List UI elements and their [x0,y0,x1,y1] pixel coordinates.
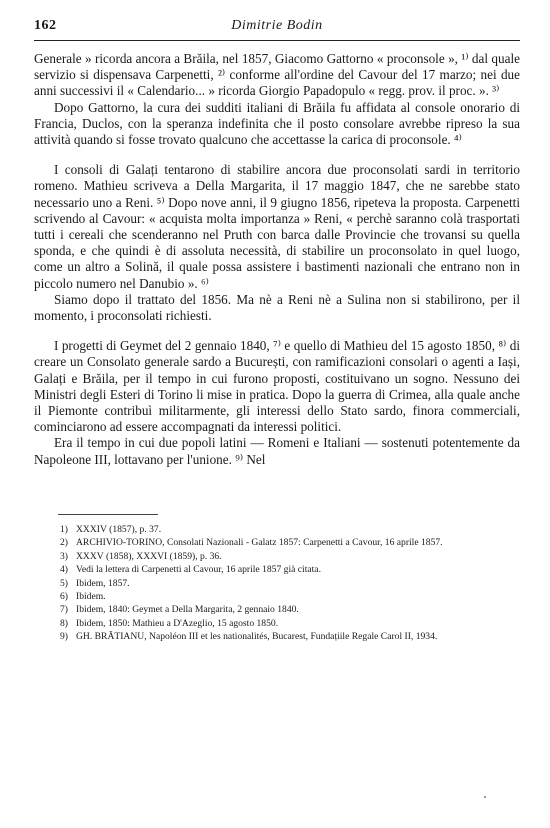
running-head: Dimitrie Bodin [231,18,323,33]
paragraph: Era il tempo in cui due popoli latini — Romeni e Italiani — sostenuti potentemente da Napoleone III, lottavano per l'unione. ⁹⁾ Nel [34,435,520,467]
footnote-text: Ibidem, 1840: Geymet a Della Margarita, 2 gennaio 1840. [76,604,299,616]
footnote-text: GH. BRĂTIANU, Napoléon III et les nationalités, Bucarest, Fundațiile Regale Carol II, 1934. [76,631,438,643]
footnote [60,590,520,603]
print-speck [484,796,486,798]
footnote [60,577,520,590]
footnote-text: XXXIV (1857), p. 37. [76,523,162,535]
footnote-number: 1) [60,523,68,535]
footnote-number: 2) [60,537,68,549]
footnote [60,550,520,563]
footnote-text: Vedi la lettera di Carpenetti al Cavour, 16 aprile 1857 già citata. [76,564,321,576]
paragraph: I consoli di Galați tentarono di stabilire ancora due proconsolati sardi in territorio romeno. Mathieu scriveva a Della Margarita, il 17 maggio 1847, che ne sarebbe stato necessario uno a Reni. ⁵⁾ Dopo nove anni, il 9 giugno 1856, ripeteva la proposta. Carpenetti scrivendo al Cavour: « acquista molta importanza » Reni, « perchè saranno colà trasportati tutti i cereali che scenderanno nel Pruth con barca dalle Provincie che trovansi su quella sponda, e che quindi è di assoluta necessità, di stabilire un proconsolato in quel luogo, come un altro a Solină, il quale possa assistere i bastimenti nazionali che entrano non in piccolo numero nel Danubio ». ⁶⁾ [34,162,520,291]
footnote-text: XXXV (1858), XXXVI (1859), p. 36. [76,550,222,562]
footnote [60,603,520,616]
paragraph: Generale » ricorda ancora a Brăila, nel 1857, Giacomo Gattorno « proconsole », ¹⁾ dal quale servizio si dispensava Carpenetti, ²⁾ conforme all'ordine del Cavour del 17 marzo; nei due anni successivi il « Calendario... » ricorda Giorgio Papadopulo « regg. prov. il proc. ». ³⁾ [34,51,520,99]
footnote-number: 7) [60,604,68,616]
footnote-text: Ibidem, 1857. [76,577,130,589]
footnote-number: 3) [60,550,68,562]
footnotes [34,523,520,644]
header-rule [34,40,520,41]
footnote-text: ARCHIVIO-TORINO, Consolati Nazionali - Galatz 1857: Carpenetti a Cavour, 16 aprile 1857. [76,537,443,549]
footnote [60,536,520,549]
footnote-number: 5) [60,577,68,589]
footnote-number: 6) [60,590,68,602]
footnote-text: Ibidem. [76,590,106,602]
paragraph: I progetti di Geymet del 2 gennaio 1840, ⁷⁾ e quello di Mathieu del 15 agosto 1850, ⁸⁾ di creare un Consolato generale sardo a București, con ramificazioni consolari o agenti a Iași, Galați e Brăila, per il tempo in cui furono proposti, costituivano un sogno. Nessuno dei Ministri degli Esteri di Torino li mise in pratica. Dopo la guerra di Crimea, alla quale anche il Piemonte contribuì militarmente, gli interessi dello Stato sardo, finora commerciali, cominciarono ad essere accompagnati da interessi politici. [34,338,520,435]
footnote-text: Ibidem, 1850: Mathieu a D'Azeglio, 15 agosto 1850. [76,617,279,629]
footnote [60,563,520,576]
footnote-number: 9) [60,631,68,643]
footnote-rule [58,514,158,515]
footnote [60,630,520,643]
paragraph: Siamo dopo il trattato del 1856. Ma nè a Reni nè a Sulina non si stabilirono, per il momento, i proconsolati richiesti. [34,291,520,324]
page-number: 162 [34,18,57,33]
paragraph: Dopo Gattorno, la cura dei sudditi italiani di Brăila fu affidata al console onorario di Francia, Duclos, con la speranza indefinita che il posto consolare avrebbe ripreso la sua attività quando si fosse trovato qualcuno che accettasse la carica di proconsole. ⁴⁾ [34,99,520,148]
footnote [60,523,520,536]
page-header [34,14,520,36]
footnote [60,617,520,630]
body-text [34,51,520,468]
footnote-number: 8) [60,617,68,629]
footnote-number: 4) [60,564,68,576]
